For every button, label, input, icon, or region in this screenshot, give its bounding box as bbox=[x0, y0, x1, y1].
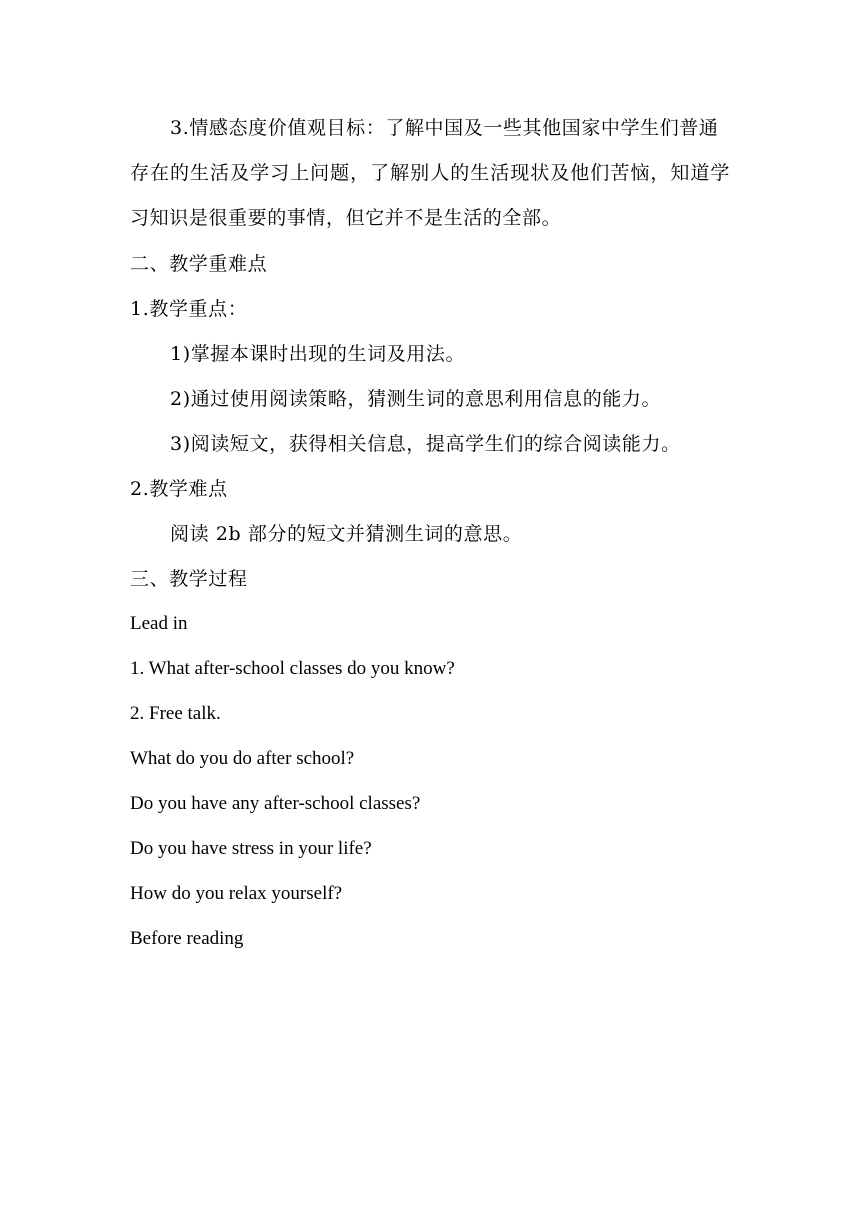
objective-paragraph-line-1: 3.情感态度价值观目标：了解中国及一些其他国家中学生们普通 bbox=[170, 117, 719, 139]
free-talk-question-3: Do you have stress in your life? bbox=[130, 838, 372, 859]
question-2: 2. Free talk. bbox=[130, 703, 221, 724]
key-points-heading: 1.教学重点： bbox=[130, 298, 248, 320]
difficulty-heading: 2.教学难点 bbox=[130, 478, 228, 500]
free-talk-question-1: What do you do after school? bbox=[130, 748, 355, 769]
section-heading-key-difficult-points: 二、教学重难点 bbox=[130, 253, 268, 275]
key-point-2: 2)通过使用阅读策略，猜测生词的意思利用信息的能力。 bbox=[170, 388, 662, 410]
section-heading-teaching-process: 三、教学过程 bbox=[130, 568, 248, 590]
free-talk-question-4: How do you relax yourself? bbox=[130, 883, 343, 904]
before-reading-heading: Before reading bbox=[130, 928, 244, 949]
difficulty-text: 阅读 2b 部分的短文并猜测生词的意思。 bbox=[170, 523, 523, 545]
objective-paragraph-line-2: 存在的生活及学习上问题，了解别人的生活现状及他们苦恼，知道学 bbox=[130, 162, 730, 184]
key-point-1: 1)掌握本课时出现的生词及用法。 bbox=[170, 343, 466, 365]
objective-paragraph-line-3: 习知识是很重要的事情，但它并不是生活的全部。 bbox=[130, 207, 562, 229]
key-point-3: 3)阅读短文，获得相关信息，提高学生们的综合阅读能力。 bbox=[170, 433, 681, 455]
question-1: 1. What after-school classes do you know? bbox=[130, 658, 455, 679]
free-talk-question-2: Do you have any after-school classes? bbox=[130, 793, 421, 814]
lead-in-heading: Lead in bbox=[130, 613, 188, 634]
